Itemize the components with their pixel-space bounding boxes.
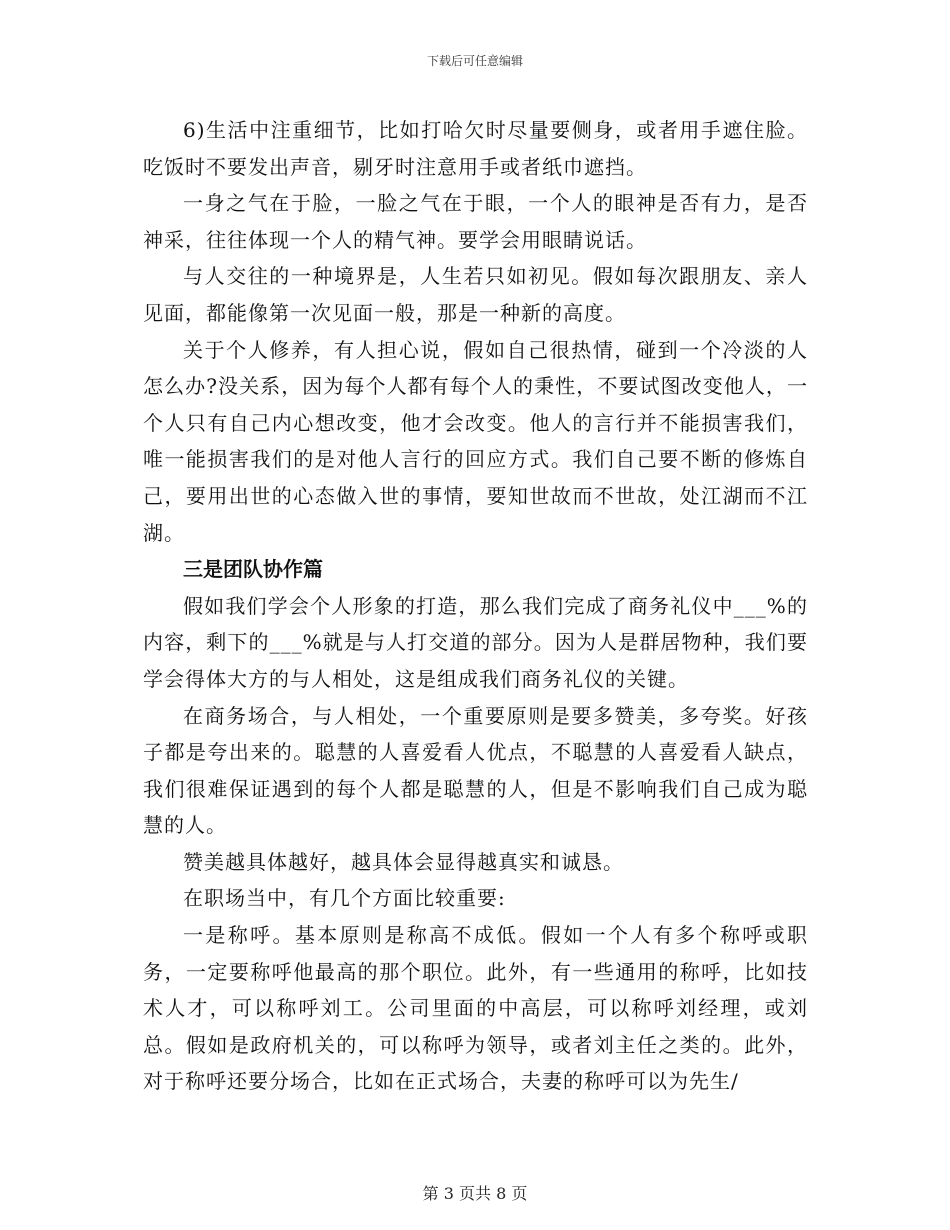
paragraph-detail-habits: 6)生活中注重细节，比如打哈欠时尽量要侧身，或者用手遮住脸。吃饭时不要发出声音，剔牙时注意用手或者纸巾遮挡。 <box>143 118 808 179</box>
paragraph-praise: 在商务场合，与人相处，一个重要原则是要多赞美，多夸奖。好孩子都是夸出来的。聪慧的人喜爱看人优点，不聪慧的人喜爱看人缺点，我们很难保证遇到的每个人都是聪慧的人，但是不影响我们自己成为聪慧的人。 <box>143 703 808 838</box>
paragraph-first-meeting: 与人交往的一种境界是，人生若只如初见。假如每次跟朋友、亲人见面，都能像第一次见面一般，那是一种新的高度。 <box>143 264 808 325</box>
paragraph-workplace-aspects: 在职场当中，有几个方面比较重要: <box>183 886 506 911</box>
page-number: 第 3 页共 8 页 <box>422 1184 528 1203</box>
paragraph-personal-cultivation: 关于个人修养，有人担心说，假如自己很热情，碰到一个冷淡的人怎么办?没关系，因为每个人都有每个人的秉性，不要试图改变他人，一个人只有自己内心想改变，他才会改变。他人的言行并不能损害我们，唯一能损害我们的是对他人言行的回应方式。我们自己要不断的修炼自己，要用出世的心态做入世的事情，要知世故而不世故，处江湖而不江湖。 <box>143 337 808 545</box>
paragraph-titles: 一是称呼。基本原则是称高不成低。假如一个人有多个称呼或职务，一定要称呼他最高的那个职位。此外，有一些通用的称呼，比如技术人才，可以称呼刘工。公司里面的中高层，可以称呼刘经理，或刘总。假如是政府机关的，可以称呼为领导，或者刘主任之类的。此外，对于称呼还要分场合，比如在正式场合，夫妻的称呼可以为先生/ <box>143 923 808 1094</box>
section-heading-teamwork: 三是团队协作篇 <box>183 557 323 582</box>
paragraph-specific-praise: 赞美越具体越好，越具体会显得越真实和诚恳。 <box>183 849 624 874</box>
paragraph-image-percentage: 假如我们学会个人形象的打造，那么我们完成了商务礼仪中___%的内容，剩下的___%就是与人打交道的部分。因为人是群居物种，我们要学会得体大方的与人相处，这是组成我们商务礼仪的关键。 <box>143 593 808 691</box>
header-note: 下载后可任意编辑 <box>426 54 523 68</box>
document-body <box>143 112 808 1100</box>
paragraph-eyes: 一身之气在于脸，一脸之气在于眼，一个人的眼神是否有力，是否神采，往往体现一个人的精气神。要学会用眼睛说话。 <box>143 191 808 252</box>
